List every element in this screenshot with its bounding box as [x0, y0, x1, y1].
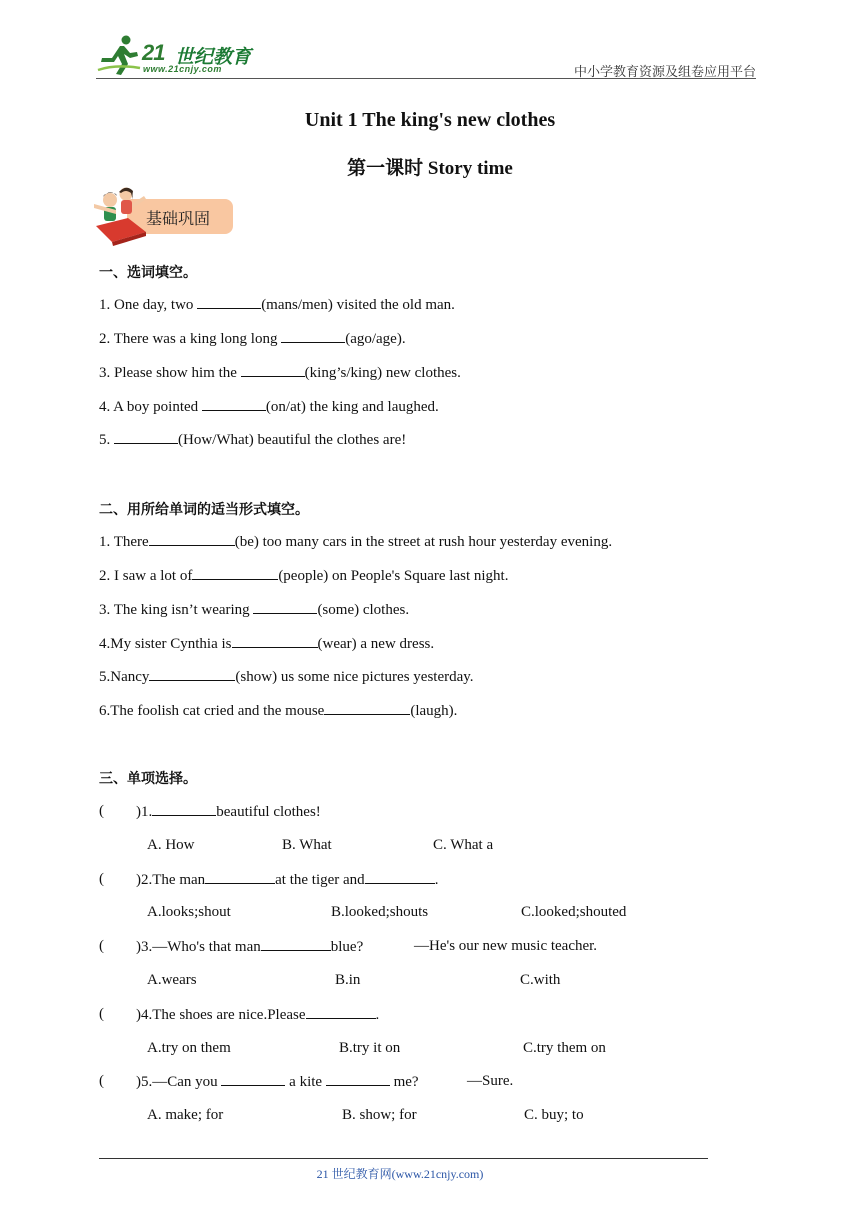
runner-logo-icon: [96, 34, 146, 78]
question-1-option-c[interactable]: C. What a: [433, 837, 494, 853]
question-5-paren[interactable]: (: [99, 1073, 104, 1089]
section1-item-3: 3. Please show him the (king’s/king) new clothes.: [99, 365, 461, 381]
logo-number: 21: [142, 40, 165, 65]
section2-heading: 二、用所给单词的适当形式填空。: [99, 502, 309, 518]
answer-blank[interactable]: [241, 364, 305, 377]
section2-item-6: 6.The foolish cat cried and the mouse (laugh).: [99, 703, 458, 719]
question-4-option-c[interactable]: C.try them on: [523, 1040, 606, 1056]
question-5: )5.—Can you a kite me?: [136, 1074, 419, 1090]
question-4: )4.The shoes are nice.Please .: [136, 1007, 380, 1023]
question-3-option-c[interactable]: C.with: [520, 972, 561, 988]
answer-blank[interactable]: [221, 1073, 285, 1086]
answer-blank[interactable]: [152, 803, 216, 816]
question-2-option-a[interactable]: A.looks;shout: [147, 904, 231, 920]
section2-item-3: 3. The king isn’t wearing (some) clothes.: [99, 602, 410, 618]
footer-link[interactable]: 21 世纪教育网(www.21cnjy.com): [316, 1167, 484, 1181]
header-divider: [96, 78, 756, 79]
question-2-paren[interactable]: (: [99, 871, 104, 887]
logo-url: www.21cnjy.com: [143, 64, 222, 74]
answer-blank[interactable]: [365, 871, 435, 884]
logo-text: 世纪教育: [175, 46, 252, 68]
question-3: )3.—Who's that man blue?: [136, 939, 364, 955]
footer-divider: [99, 1158, 708, 1159]
question-5-option-a[interactable]: A. make; for: [147, 1107, 224, 1123]
answer-blank[interactable]: [306, 1006, 376, 1019]
section1-item-1: 1. One day, two (mans/men) visited the old man.: [99, 297, 455, 313]
section3-heading: 三、单项选择。: [99, 771, 197, 787]
section1-item-4: 4. A boy pointed (on/at) the king and laughed.: [99, 399, 439, 415]
answer-blank[interactable]: [326, 1073, 390, 1086]
question-1: )1. beautiful clothes!: [136, 804, 321, 820]
section2-item-4: 4.My sister Cynthia is (wear) a new dress.: [99, 636, 435, 652]
question-5-option-c[interactable]: C. buy; to: [524, 1107, 584, 1123]
question-1-option-a[interactable]: A. How: [147, 837, 195, 853]
question-2-option-c[interactable]: C.looked;shouted: [521, 904, 627, 920]
question-3-paren[interactable]: (: [99, 938, 104, 954]
answer-blank[interactable]: [324, 702, 410, 715]
section2-item-1: 1. There (be) too many cars in the street at rush hour yesterday evening.: [99, 534, 613, 550]
question-1-paren[interactable]: (: [99, 803, 104, 819]
question-4-option-a[interactable]: A.try on them: [147, 1040, 231, 1056]
kids-on-book-icon: [88, 182, 150, 246]
section1-item-5: 5. (How/What) beautiful the clothes are!: [99, 432, 407, 448]
answer-blank[interactable]: [192, 567, 278, 580]
page-title: Unit 1 The king's new clothes: [304, 109, 556, 131]
badge-label: 基础巩固: [146, 209, 211, 228]
answer-blank[interactable]: [149, 533, 235, 546]
question-4-paren[interactable]: (: [99, 1006, 104, 1022]
answer-blank[interactable]: [149, 668, 235, 681]
answer-blank[interactable]: [232, 635, 318, 648]
question-5-answer: —Sure.: [467, 1073, 514, 1089]
header-platform-text: 中小学教育资源及组卷应用平台: [573, 65, 756, 80]
section1-item-2: 2. There was a king long long (ago/age).: [99, 331, 406, 347]
answer-blank[interactable]: [202, 398, 266, 411]
section2-item-2: 2. I saw a lot of (people) on People's Square last night.: [99, 568, 509, 584]
question-3-option-b[interactable]: B.in: [335, 972, 361, 988]
answer-blank[interactable]: [281, 330, 345, 343]
question-4-option-b[interactable]: B.try it on: [339, 1040, 401, 1056]
question-3-answer: —He's our new music teacher.: [414, 938, 598, 954]
question-1-option-b[interactable]: B. What: [282, 837, 332, 853]
question-3-option-a[interactable]: A.wears: [147, 972, 197, 988]
answer-blank[interactable]: [205, 871, 275, 884]
answer-blank[interactable]: [261, 938, 331, 951]
section1-heading: 一、选词填空。: [99, 265, 197, 281]
answer-blank[interactable]: [114, 431, 178, 444]
section2-item-5: 5.Nancy (show) us some nice pictures yesterday.: [99, 669, 474, 685]
question-2: )2.The man at the tiger and .: [136, 872, 439, 888]
answer-blank[interactable]: [197, 296, 261, 309]
answer-blank[interactable]: [253, 601, 317, 614]
question-2-option-b[interactable]: B.looked;shouts: [331, 904, 429, 920]
page-subtitle: 第一课时 Story time: [347, 158, 513, 179]
question-5-option-b[interactable]: B. show; for: [342, 1107, 417, 1123]
